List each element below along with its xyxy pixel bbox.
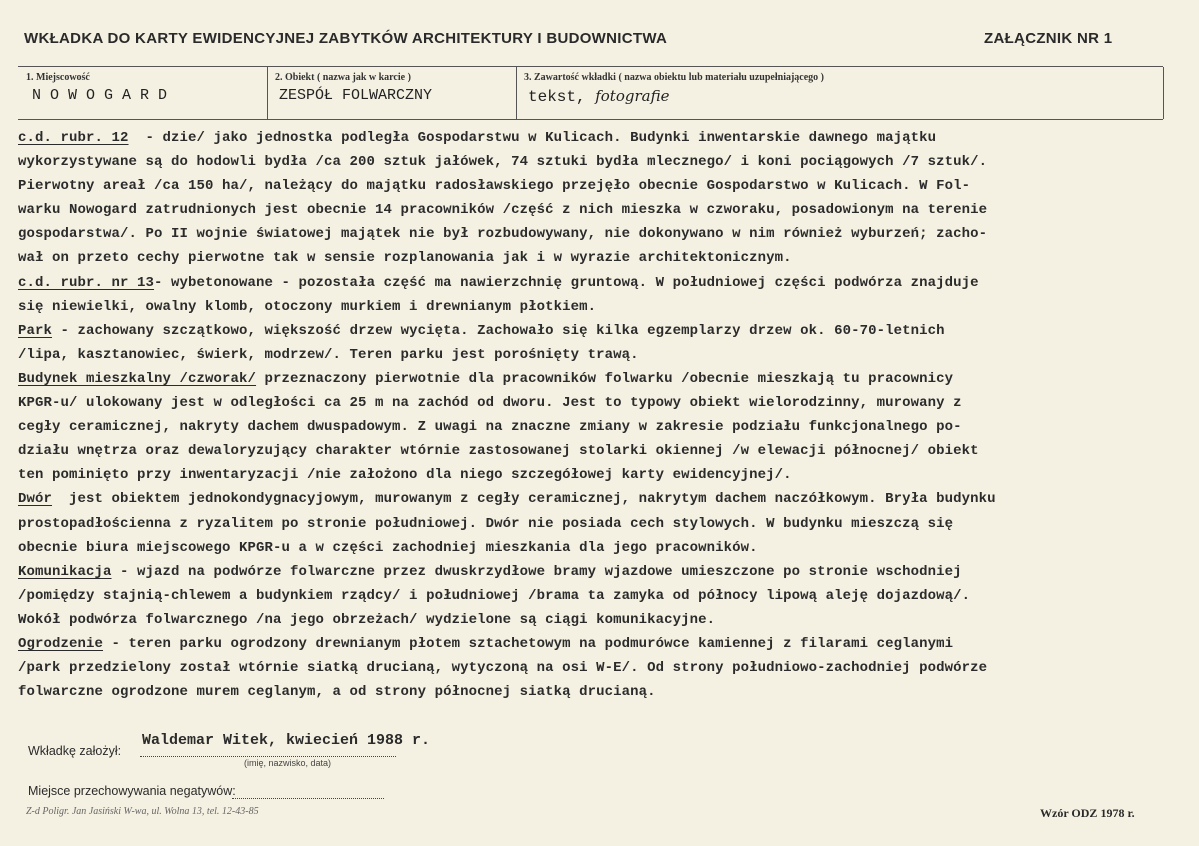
body-line-text: - wjazd na podwórze folwarczne przez dwuskrzydłowe bramy wjazdowe umieszczone po stronie wschodniej <box>111 563 962 580</box>
locality-value: NOWOGARD <box>32 87 177 104</box>
body-line-text: wykorzystywane są do hodowli bydła /ca 200 sztuk jałówek, 74 sztuki bydła mlecznego/ i koni pociągowych /7 sztuk/. <box>18 154 988 171</box>
card-title: WKŁADKA DO KARTY EWIDENCYJNEJ ZABYTKÓW ARCHITEKTURY I BUDOWNICTWA <box>24 30 668 47</box>
body-line-text: cegły ceramicznej, nakryty dachem dwuspadowym. Z uwagi na znaczne zmiany w zakresie podziału funkcjonalnego po- <box>18 419 962 436</box>
object-label: 2. Obiekt ( nazwa jak w karcie ) <box>275 72 411 83</box>
body-line <box>18 439 1199 463</box>
locality-cell <box>18 67 268 119</box>
author-dotted-line <box>140 756 396 757</box>
form-identifier: Wzór ODZ 1978 r. <box>1040 806 1135 820</box>
body-line <box>18 608 1199 632</box>
section-heading: Park <box>18 322 53 339</box>
author-caption: (imię, nazwisko, data) <box>244 758 332 768</box>
body-line-text: przeznaczony pierwotnie dla pracowników folwarku /obecnie mieszkają tu pracownicy <box>256 370 954 387</box>
body-line-text: - dzie/ jako jednostka podległa Gospodarstwu w Kulicach. Budynki inwentarskie dawnego majątku <box>128 130 937 146</box>
section-heading: Ogrodzenie <box>18 635 104 652</box>
body-line <box>18 487 1199 511</box>
section-heading: Dwór <box>18 491 53 508</box>
body-line-text: jest obiektem jednokondygnacyjowym, murowanym z cegły ceramicznej, nakrytym dachem naczółkowym. Bryła budynku <box>52 491 996 508</box>
object-cell <box>267 67 517 119</box>
body-line-text: Pierwotny areał /ca 150 ha/, należący do majątku radosławskiego przejęło obecnie Gospodarstwo w Kulicach. W Fol- <box>18 178 971 195</box>
body-line-text: - wybetonowane - pozostała część ma nawierzchnię gruntową. W południowej części podwórza znajduje <box>154 274 979 291</box>
negatives-label: Miejsce przechowywania negatywów: <box>28 784 236 798</box>
body-line <box>18 680 1199 704</box>
section-heading: Budynek mieszkalny /czworak/ <box>18 370 257 387</box>
body-line <box>18 367 1199 391</box>
body-line <box>18 415 1199 439</box>
negatives-dotted-line <box>232 798 384 799</box>
body-line <box>18 222 1199 246</box>
section-heading: c.d. rubr. nr 13 <box>18 274 155 291</box>
body-line-text: KPGR-u/ ulokowany jest w odległości ca 25 m na zachód od dworu. Jest to typowy obiekt wielorodzinny, murowany z <box>18 395 962 412</box>
section-heading: Komunikacja <box>18 563 112 580</box>
body-line-text: folwarczne ogrodzone murem ceglanym, a od strony północnej siatką drucianą. <box>18 684 656 701</box>
body-line <box>18 246 1199 270</box>
body-line <box>18 271 1199 295</box>
body-line <box>18 150 1199 174</box>
body-line <box>18 584 1199 608</box>
contents-value <box>528 87 669 106</box>
body-line-text: /park przedzielony został wtórnie siatką drucianą, wytyczoną na osi W-E/. Od strony południowo-zachodniej podwórze <box>18 660 988 677</box>
body-line <box>18 463 1199 487</box>
body-line <box>18 512 1199 536</box>
body-line-text: - teren parku ogrodzony drewnianym płotem sztachetowym na podmurówce kamiennej z filarami ceglanymi <box>103 635 954 652</box>
contents-cell <box>516 67 1164 119</box>
body-line <box>18 319 1199 343</box>
typed-body-text <box>18 126 1199 704</box>
body-line-text: /pomiędzy stajnią-chlewem a budynkiem rządcy/ i południowej /brama ta zamyka od północy lipową aleję dojazdową/. <box>18 587 971 604</box>
body-line <box>18 343 1199 367</box>
locality-label: 1. Miejscowość <box>26 72 90 83</box>
body-line <box>18 536 1199 560</box>
author-value: Waldemar Witek, kwiecień 1988 r. <box>142 732 431 749</box>
body-line-text: /lipa, kasztanowiec, świerk, modrzew/. Teren parku jest porośnięty trawą. <box>18 346 639 363</box>
body-line <box>18 656 1199 680</box>
body-line-text: wał on przeto cechy pierwotne tak w sensie rozplanowania jak i w wyrazie architektonicznym. <box>18 250 792 267</box>
annex-number: ZAŁĄCZNIK NR 1 <box>984 30 1113 47</box>
body-line-text: działu wnętrza oraz dewaloryzujący charakter wtórnie zastosowanej stolarki okiennej /w elewacji północnej/ obiekt <box>18 443 979 460</box>
printer-imprint: Z-d Poligr. Jan Jasiński W-wa, ul. Wolna 13, tel. 12-43-85 <box>26 806 259 817</box>
body-line-text: - zachowany szczątkowo, większość drzew wycięta. Zachowało się kilka egzemplarzy drzew ok. 60-70-letnich <box>52 322 945 339</box>
metadata-row <box>18 66 1163 120</box>
body-line <box>18 391 1199 415</box>
body-line <box>18 632 1199 656</box>
object-value: ZESPÓŁ FOLWARCZNY <box>279 87 433 104</box>
body-line <box>18 295 1199 319</box>
body-line-text: obecnie biura miejscowego KPGR-u a w części zachodniej mieszkania dla jego pracowników. <box>18 539 758 556</box>
body-line <box>18 560 1199 584</box>
body-line <box>18 126 1199 150</box>
body-line-text: się niewielki, owalny klomb, otoczony murkiem i drewnianym płotkiem. <box>18 298 597 315</box>
body-line <box>18 174 1199 198</box>
body-line-text: gospodarstwa/. Po II wojnie światowej majątek nie był rozbudowywany, nie dokonywano w nim również wyburzeń; zacho- <box>18 226 988 243</box>
author-label: Wkładkę założył: <box>28 744 122 758</box>
body-line <box>18 198 1199 222</box>
contents-label: 3. Zawartość wkładki ( nazwa obiektu lub materiału uzupełniającego ) <box>524 72 825 83</box>
body-line-text: Wokół podwórza folwarcznego /na jego obrzeżach/ wydzielone są ciągi komunikacyjne. <box>18 611 716 628</box>
contents-value-handwritten: fotografie <box>595 87 670 105</box>
section-heading: c.d. rubr. 12 <box>18 130 129 146</box>
contents-value-typed: tekst, <box>528 88 596 106</box>
body-line-text: ten pominięto przy inwentaryzacji /nie założono dla niego szczegółowej karty ewidencyjnej/. <box>18 467 792 484</box>
body-line-text: warku Nowogard zatrudnionych jest obecnie 14 pracowników /część z nich mieszka w czworaku, posadowionym na terenie <box>18 202 988 219</box>
body-line-text: prostopadłościenna z ryzalitem po stronie południowej. Dwór nie posiada cech stylowych. W budynku mieszczą się <box>18 515 954 532</box>
